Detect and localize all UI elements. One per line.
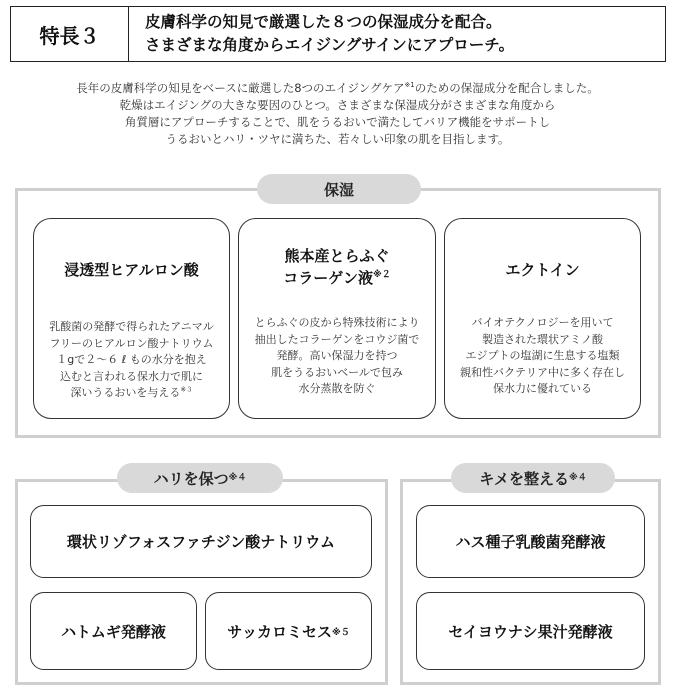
ingredient-box-lotus-seed: ハス種子乳酸菌発酵液 — [416, 505, 645, 578]
feature-header — [10, 6, 666, 62]
ingredient-box-pear-juice: セイヨウナシ果汁発酵液 — [416, 592, 645, 670]
card-line: 製造された環状アミノ酸 — [482, 332, 603, 346]
card-line: バイオテクノロジーを用いて — [471, 316, 614, 329]
moisture-label — [257, 174, 421, 204]
card-line: 乳酸菌の発酵で得られたアニマル — [49, 320, 214, 333]
card-description — [243, 315, 431, 398]
footnote-mark: ※２ — [372, 270, 391, 280]
card-title: エクトイン — [505, 261, 580, 279]
ingredient-card-hyaluronic — [33, 218, 230, 419]
card-description — [38, 319, 225, 402]
card-title: 浸透型ヒアルロン酸 — [64, 261, 199, 279]
card-line: とらふぐの皮から特殊技術により — [254, 316, 420, 329]
card-line: 肌をうるおいベールで包み — [271, 365, 403, 379]
ingredient-box-lpa: 環状リゾフォスファチジン酸ナトリウム — [30, 505, 372, 578]
card-description — [449, 315, 636, 398]
card-line: 保水力に優れている — [493, 382, 592, 395]
card-line: 親和性バクテリア中に多く存在し — [460, 365, 625, 379]
feature-number-label: 特長３ — [11, 7, 129, 61]
card-line: 抽出したコラーゲンをコウジ菌で — [254, 332, 420, 346]
card-line: 発酵。高い保湿力を持つ — [276, 349, 398, 362]
card-line — [38, 385, 225, 402]
intro-line-1-post: のための保湿成分を配合しました。 — [414, 81, 599, 95]
moisture-label-text: 保湿 — [323, 180, 354, 199]
intro-line-1-pre: 長年の皮膚科学の知見をベースに厳選した8つのエイジングケア — [76, 81, 405, 95]
intro-line-1 — [0, 80, 675, 97]
intro-line-2: 乾燥はエイジングの大きな要因のひとつ。さまざまな保湿成分がさまざまな角度から — [119, 98, 556, 112]
footnote-mark: ※５ — [331, 627, 350, 638]
ingredient-card-ectoin — [444, 218, 641, 419]
card-title-line-1: 熊本産とらふぐ — [284, 247, 390, 265]
ingredient-box-hatomugi: ハトムギ発酵液 — [30, 592, 197, 670]
ingredient-card-collagen — [238, 218, 436, 419]
card-line: 水分蒸散を防ぐ — [298, 382, 376, 395]
card-line: フリーのヒアルロン酸ナトリウム — [49, 336, 214, 350]
card-title — [239, 245, 435, 289]
card-line-text: 深いうるおいを与える — [70, 386, 181, 399]
firmness-label: ハリを保つ ※４ — [117, 463, 283, 493]
feature-headline — [129, 7, 665, 61]
card-line: １gで２～６ ℓ もの水分を抱え — [56, 353, 207, 366]
ingredient-box-saccharomyces — [205, 592, 372, 670]
card-title-line-2 — [239, 267, 435, 289]
card-title-text: コラーゲン液 — [283, 269, 373, 287]
intro-line-3: 角質層にアプローチすることで、肌をうるおいで満たしてバリア機能をサポートし — [124, 115, 551, 129]
ingredient-box-text: サッカロミセス — [227, 622, 332, 641]
intro-paragraph — [0, 80, 675, 148]
card-line: エジプトの塩湖に生息する塩類 — [465, 349, 620, 362]
footnote-mark: ※３ — [180, 385, 193, 394]
headline-line-1: 皮膚科学の知見で厳選した８つの保湿成分を配合。 — [145, 13, 502, 31]
intro-line-4: うるおいとハリ・ツヤに満ちた、若々しい印象の肌を目指します。 — [165, 132, 510, 146]
intro-footnote-mark: ※1 — [404, 81, 415, 90]
card-line: 込むと言われる保水力で肌に — [60, 369, 203, 383]
firmness-label-text: ハリを保つ — [153, 469, 229, 488]
headline-line-2: さまざまな角度からエイジングサインにアプローチ。 — [145, 36, 515, 54]
texture-label-text: キメを整える — [479, 469, 569, 488]
texture-label: キメを整える ※４ — [451, 463, 615, 493]
